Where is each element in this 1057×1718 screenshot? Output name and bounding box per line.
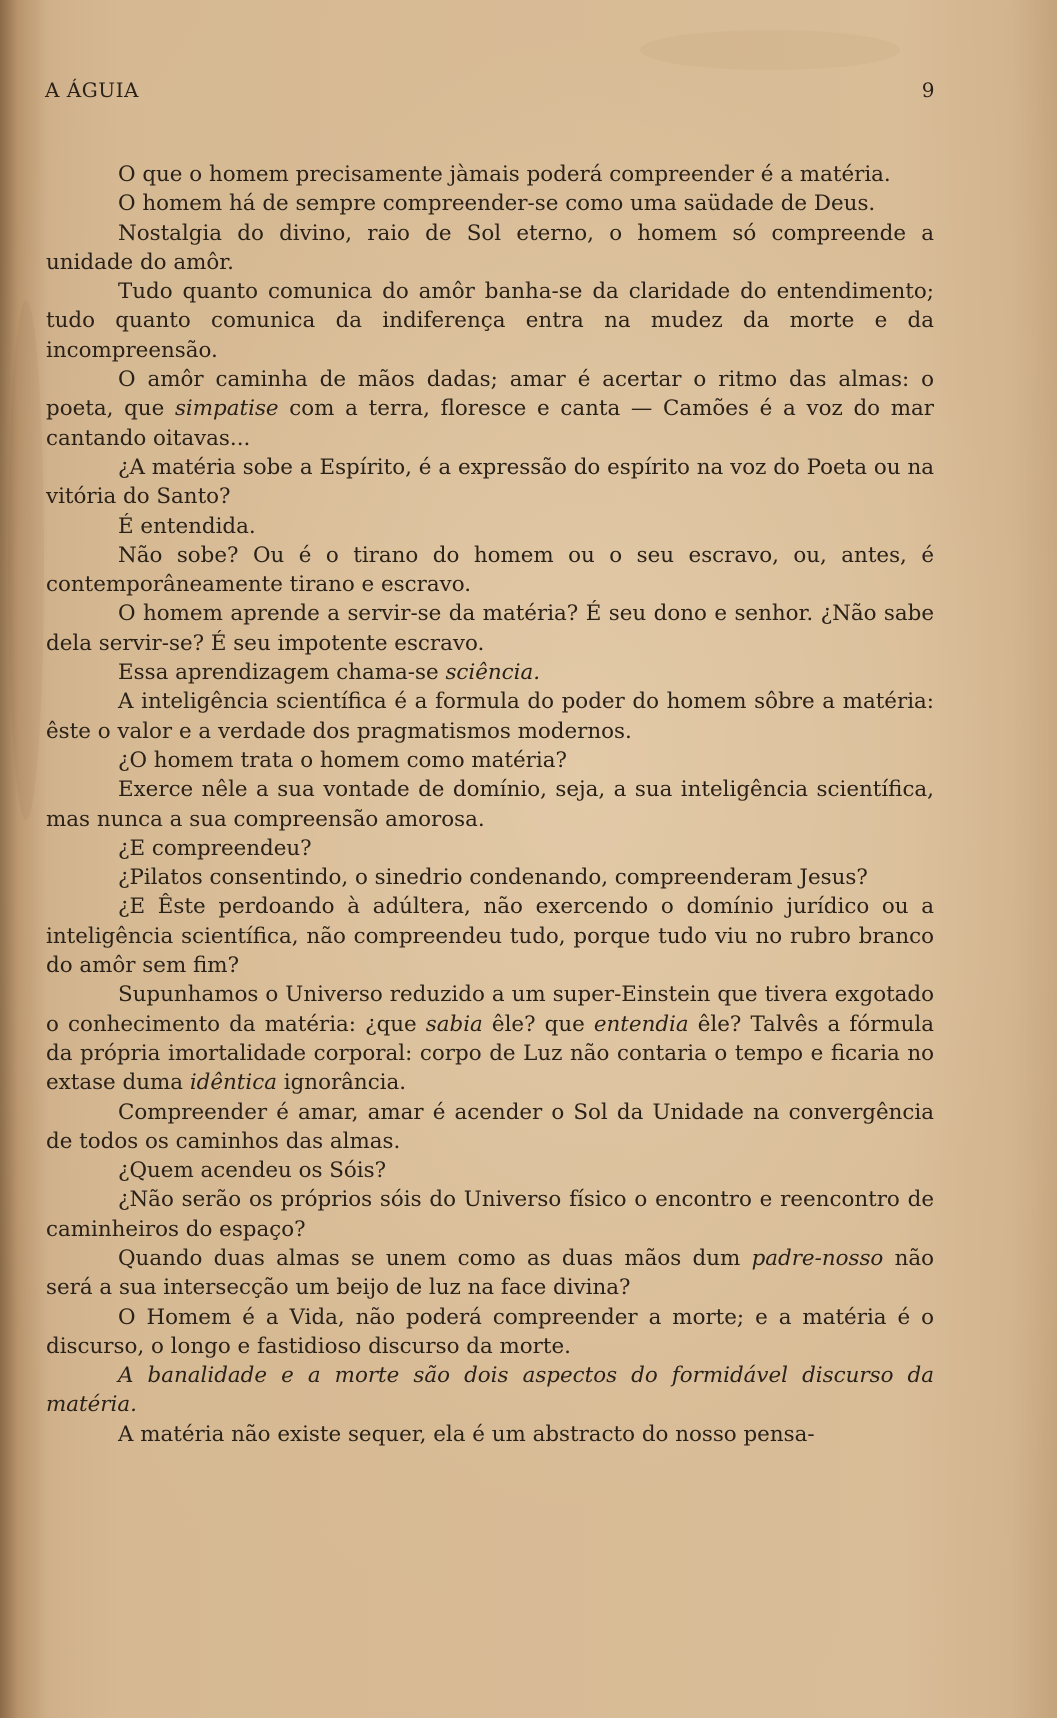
italic-text: idêntica: [189, 1070, 277, 1096]
italic-text: padre-nosso: [751, 1245, 884, 1271]
paragraph: [46, 863, 934, 892]
text-run: Exerce nêle a sua vontade de domínio, seja, a sua inteligência scientífica, mas nunca a sua compreensão amorosa.: [46, 777, 934, 832]
text-run: não será a sua intersecção um beijo de luz na face divina?: [46, 1245, 934, 1301]
paragraph: [46, 1244, 934, 1303]
paragraph: [46, 1185, 934, 1244]
text-run: O amôr caminha de mãos dadas; amar é acertar o ritmo das almas: o poeta, que: [46, 367, 934, 422]
page-number: 9: [921, 78, 935, 102]
text-run: êle? Talvês a fórmula da própria imortalidade corporal: corpo de Luz não contaria o tempo e ficaria no extase duma: [46, 1011, 934, 1096]
paragraph: [46, 980, 934, 1097]
text-run: ¿Quem acendeu os Sóis?: [118, 1158, 387, 1184]
text-run: A inteligência scientífica é a formula do poder do homem sôbre a matéria: êste o valor e a verdade dos pragmatismos modernos.: [46, 689, 934, 744]
page-stain: [640, 30, 900, 70]
text-run: A matéria não existe sequer, ela é um abstracto do nosso pensa-: [118, 1421, 815, 1447]
paragraph: [46, 834, 934, 863]
italic-text: entendia: [593, 1011, 689, 1037]
paragraph: [46, 1156, 934, 1185]
text-run: ¿E Êste perdoando à adúltera, não exercendo o domínio jurídico ou a inteligência scientífica, não compreendeu tudo, porque tudo viu no rubro branco do amôr sem fim?: [46, 894, 934, 979]
paragraph: [46, 277, 934, 365]
text-run: ¿Pilatos consentindo, o sinedrio condenando, compreenderam Jesus?: [118, 865, 868, 891]
paragraph: [46, 599, 934, 658]
text-run: ignorância.: [276, 1070, 407, 1096]
text-run: êle? que: [482, 1011, 594, 1037]
paragraph: [46, 541, 934, 600]
text-run: O homem aprende a servir-se da matéria? É seu dono e senhor. ¿Não sabe dela servir-se? É seu impotente escravo.: [46, 601, 934, 656]
body-text: [46, 160, 934, 1449]
italic-text: sciência.: [445, 660, 541, 686]
running-header: [45, 78, 935, 102]
paragraph: [46, 775, 934, 834]
italic-text: sabia: [425, 1011, 483, 1037]
paragraph: [46, 453, 934, 512]
paragraph: [46, 1361, 934, 1420]
text-run: Quando duas almas se unem como as duas mãos dum: [118, 1245, 752, 1271]
text-run: ¿A matéria sobe a Espírito, é a expressão do espírito na voz do Poeta ou na vitória do Santo?: [46, 454, 934, 510]
paragraph: [46, 1420, 934, 1449]
paragraph: [46, 1303, 934, 1362]
text-run: ¿Não serão os próprios sóis do Universo físico o encontro e reencontro de caminheiros do espaço?: [46, 1187, 934, 1242]
text-run: É entendida.: [118, 513, 256, 539]
paragraph: [46, 160, 934, 189]
text-run: Essa aprendizagem chama-se: [118, 660, 446, 686]
paragraph: [46, 365, 934, 453]
paragraph: [46, 892, 934, 980]
italic-text: A banalidade e a morte são dois aspectos do formidável discurso da matéria.: [46, 1363, 934, 1418]
paragraph: [46, 658, 934, 687]
text-run: Tudo quanto comunica do amôr banha-se da claridade do entendimento; tudo quanto comunica da indiferença entra na mudez da morte e da incompreensão.: [46, 279, 934, 363]
italic-text: simpatise: [174, 396, 279, 422]
paragraph: [46, 189, 934, 218]
text-run: Supunhamos o Universo reduzido a um super-Einstein que tivera exgotado o conhecimento da matéria: ¿que: [46, 982, 934, 1037]
text-run: Nostalgia do divino, raio de Sol eterno, o homem só compreende a unidade do amôr.: [46, 220, 934, 275]
text-run: O que o homem precisamente jàmais poderá compreender é a matéria.: [118, 162, 891, 187]
text-run: ¿O homem trata o homem como matéria?: [118, 747, 567, 773]
page-stain: [8, 300, 44, 820]
text-run: O Homem é a Vida, não poderá compreender a morte; e a matéria é o discurso, o longo e fastidioso discurso da morte.: [46, 1304, 934, 1359]
paragraph: [46, 1098, 934, 1157]
paragraph: [46, 687, 934, 746]
paragraph: [46, 219, 934, 278]
text-run: ¿E compreendeu?: [118, 835, 312, 861]
running-title: A ÁGUIA: [45, 78, 139, 102]
text-run: com a terra, floresce e canta — Camões é a voz do mar cantando oitavas...: [46, 396, 935, 451]
paragraph: [46, 746, 934, 775]
text-run: Não sobe? Ou é o tirano do homem ou o seu escravo, ou, antes, é contemporâneamente tirano e escravo.: [46, 542, 934, 598]
paragraph: [46, 512, 934, 541]
text-run: Compreender é amar, amar é acender o Sol da Unidade na convergência de todos os caminhos das almas.: [46, 1099, 934, 1154]
text-run: O homem há de sempre compreender-se como uma saüdade de Deus.: [118, 191, 876, 217]
